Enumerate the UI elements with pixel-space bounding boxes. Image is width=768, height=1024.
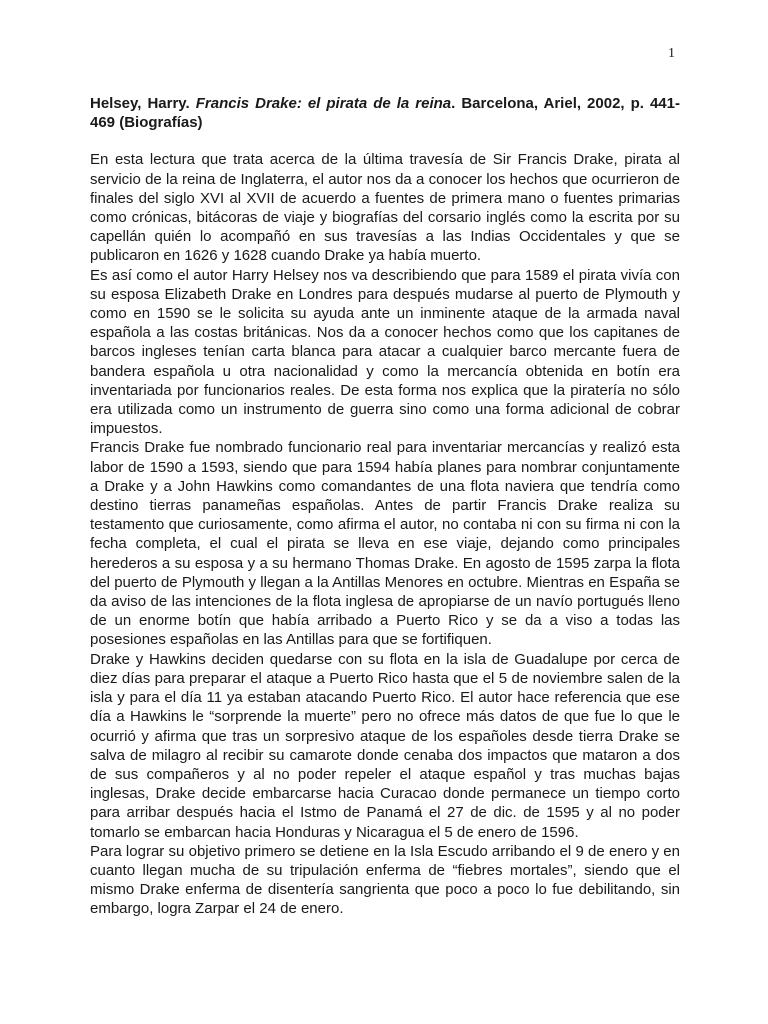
document-body [90, 94, 680, 919]
citation-title: Francis Drake: el pirata de la reina [195, 95, 452, 112]
page-number: 1 [668, 46, 675, 61]
paragraph-3: Francis Drake fue nombrado funcionario real para inventariar mercancías y realizó esta labor de 1590 a 1593, siendo que para 1594 había planes para nombrar conjuntamente a Drake y a John Hawkins como comandantes de una flota naviera que tendría como destino tierras panameñas españolas. Antes de partir Francis Drake realiza su testamento que curiosamente, como afirma el autor, no contaba ni con su firma ni con la fecha completa, el cual el pirata se lleva en ese viaje, dejando como principales herederos a su esposa y a su hermano Thomas Drake. En agosto de 1595 zarpa la flota del puerto de Plymouth y llegan a la Antillas Menores en octubre. Mientras en España se da aviso de las intenciones de la flota inglesa de apropiarse de un navío portugués lleno de un enorme botín que había arribado a Puerto Rico y se da a viso a todas las posesiones españolas en las Antillas para que se fortifiquen. [90, 439, 680, 649]
bibliographic-citation [90, 94, 680, 132]
citation-details: . Barcelona, Ariel, 2002, p. 441-469 (Biografías) [90, 95, 680, 132]
paragraph-1: En esta lectura que trata acerca de la última travesía de Sir Francis Drake, pirata al servicio de la reina de Inglaterra, el autor nos da a conocer los hechos que ocurrieron de finales del siglo XVI al XVII de acuerdo a fuentes de primera mano o fuentes primarias como crónicas, bitácoras de viaje y biografías del corsario inglés como la escrita por su capellán quién lo acompañó en sus travesías a las Indias Occidentales y que se publicaron en 1626 y 1628 cuando Drake ya había muerto. [90, 151, 680, 265]
citation-authors: Helsey, Harry. [90, 95, 190, 112]
paragraph-2: Es así como el autor Harry Helsey nos va describiendo que para 1589 el pirata vivía con su esposa Elizabeth Drake en Londres para después mudarse al puerto de Plymouth y como en 1590 se le solicita su ayuda ante un inminente ataque de la armada naval española a las costas británicas. Nos da a conocer hechos como que los capitanes de barcos ingleses tenían carta blanca para atacar a cualquier barco mercante fuera de bandera española u otra nacionalidad y como la mercancía obtenida en botín era inventariada por funcionarios reales. De esta forma nos explica que la piratería no sólo era utilizada como un instrumento de guerra sino como una forma adicional de cobrar impuestos. [90, 266, 680, 438]
paragraph-4: Drake y Hawkins deciden quedarse con su flota en la isla de Guadalupe por cerca de diez días para preparar el ataque a Puerto Rico hasta que el 5 de noviembre salen de la isla y para el día 11 ya estaban atacando Puerto Rico. El autor hace referencia que ese día a Hawkins le “sorprende la muerte” pero no ofrece más datos de que fue lo que le ocurrió y afirma que tras un sorpresivo ataque de los españoles desde tierra Drake se salva de milagro al recibir su camarote donde cenaba dos impactos que mataron a dos de sus compañeros y al no poder repeler el ataque español y tras muchas bajas inglesas, Drake decide embarcarse hacia Curacao donde permanece un tiempo corto para arribar después hacia el Istmo de Panamá el 27 de dic. de 1595 y al no poder tomarlo se embarcan hacia Honduras y Nicaragua el 5 de enero de 1596. [90, 650, 680, 841]
paragraph-5: Para lograr su objetivo primero se detiene en la Isla Escudo arribando el 9 de enero y en cuanto llegan mucha de su tripulación enferma de “fiebres mortales”, siendo que el mismo Drake enferma de disentería sangrienta que poco a poco lo fue debilitando, sin embargo, logra Zarpar el 24 de enero. [90, 842, 680, 918]
